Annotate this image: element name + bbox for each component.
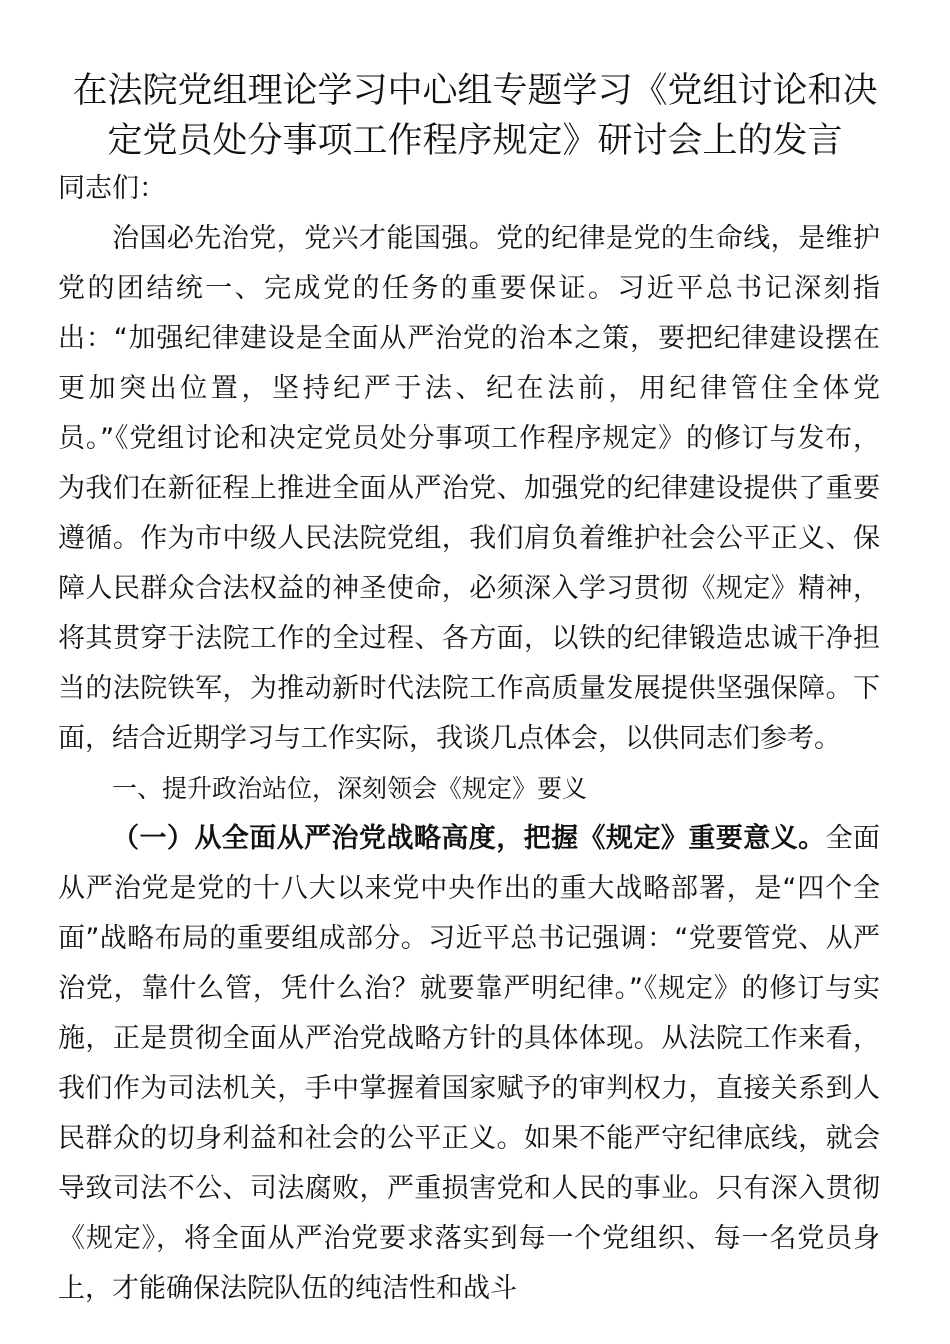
section-heading-1: 一、提升政治站位，深刻领会《规定》要义 <box>112 774 588 803</box>
document-body <box>58 164 880 1314</box>
section-1-paragraph-1-text: 全面从严治党是党的十八大以来党中央作出的重大战略部署，是“四个全面”战略布局的重要组成部分。习近平总书记强调：“党要管党、从严治党，靠什么管，凭什么治？就要靠严明纪律。”《规定》的修订与实施，正是贯彻全面从严治党战略方针的具体体现。从法院工作来看，我们作为司法机关，手中掌握着国家赋予的审判权力，直接关系到人民群众的切身利益和社会的公平正义。如果不能严守纪律底线，就会导致司法不公、司法腐败，严重损害党和人民的事业。只有深入贯彻《规定》，将全面从严治党要求落实到每一个党组织、每一名党员身上，才能确保法院队伍的纯洁性和战斗 <box>58 823 881 1304</box>
section-1-paragraph-1 <box>58 814 880 1314</box>
subsection-heading-1: （一）从全面从严治党战略高度，把握《规定》重要意义。 <box>112 823 826 854</box>
title-line-1: 在法院党组理论学习中心组专题学习《党组讨论和决 <box>72 71 878 111</box>
salutation: 同志们： <box>58 173 166 204</box>
document-title <box>60 66 890 166</box>
intro-paragraph: 治国必先治党，党兴才能国强。党的纪律是党的生命线，是维护党的团结统一、完成党的任务的重要保证。习近平总书记深刻指出：“加强纪律建设是全面从严治党的治本之策，要把纪律建设摆在更加突出位置，坚持纪严于法、纪在法前，用纪律管住全体党员。”《党组讨论和决定党员处分事项工作程序规定》的修订与发布，为我们在新征程上推进全面从严治党、加强党的纪律建设提供了重要遵循。作为市中级人民法院党组，我们肩负着维护社会公平正义、保障人民群众合法权益的神圣使命，必须深入学习贯彻《规定》精神，将其贯穿于法院工作的全过程、各方面，以铁的纪律锻造忠诚干净担当的法院铁军，为推动新时代法院工作高质量发展提供坚强保障。下面，结合近期学习与工作实际，我谈几点体会，以供同志们参考。 <box>58 223 880 754</box>
title-line-2: 定党员处分事项工作程序规定》研讨会上的发言 <box>107 121 843 161</box>
